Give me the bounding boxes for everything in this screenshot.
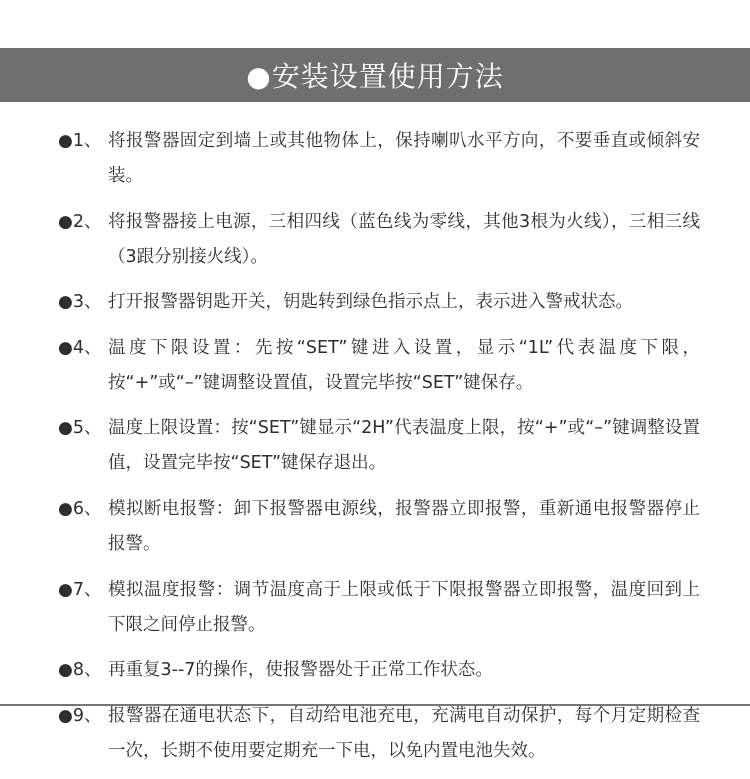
instruction-text: 报警器在通电状态下，自动给电池充电，充满电自动保护，每个月定期检查一次，长期不使用要定期充一下电，以免内置电池失效。 [108,705,700,761]
bullet-icon: ● [58,660,73,681]
section-title: ●安装设置使用方法 [246,60,504,93]
step-number: 2、 [72,211,102,232]
instruction-number [58,124,101,159]
bullet-icon: ● [58,131,73,151]
step-number: 8、 [72,660,102,681]
bottom-divider [0,704,750,706]
instruction-text: 打开报警器钥匙开关，钥匙转到绿色指示点上，表示进入警戒状态。 [108,292,633,313]
instruction-number [58,411,101,446]
instruction-text: 温度下限设置：先按“SET”键进入设置，显示“1L”代表温度下限，按“+”或“–”键调整设置值，设置完毕按“SET”键保存。 [108,337,700,393]
instruction-number [58,205,101,240]
step-number: 4、 [72,337,102,358]
instruction-text: 将报警器固定到墙上或其他物体上，保持喇叭水平方向，不要垂直或倾斜安装。 [108,131,700,186]
instruction-item-8 [0,653,750,688]
instruction-item-3 [0,285,750,320]
instruction-text: 温度上限设置：按“SET”键显示“2H”代表温度上限，按“+”或“–”键调整设置值，设置完毕按“SET”键保存退出。 [108,418,700,474]
instruction-text: 将报警器接上电源，三相四线（蓝色线为零线，其他3根为火线），三相三线（3跟分别接火线）。 [108,211,700,267]
bullet-icon: ● [58,337,73,358]
step-number: 7、 [72,579,102,600]
step-number: 1、 [72,131,102,151]
instruction-text: 再重复3--7的操作，使报警器处于正常工作状态。 [108,660,493,681]
instruction-item-9 [0,699,750,769]
instruction-text: 模拟断电报警：卸下报警器电源线，报警器立即报警，重新通电报警器停止报警。 [108,498,700,554]
instruction-item-1 [0,124,750,194]
bullet-icon: ● [58,705,73,726]
step-number: 5、 [72,418,102,439]
bullet-icon: ● [58,292,73,313]
instruction-item-7 [0,573,750,643]
instruction-list [0,124,750,779]
step-number: 3、 [72,292,102,313]
instruction-item-5 [0,411,750,481]
instruction-number [58,285,101,320]
bullet-icon: ● [58,498,73,519]
instruction-item-4 [0,331,750,401]
bullet-icon: ● [58,211,73,232]
step-number: 9、 [72,705,102,726]
instruction-item-2 [0,205,750,275]
section-header [0,48,750,102]
instruction-number [58,492,101,527]
step-number: 6、 [72,498,102,519]
instruction-number [58,573,101,608]
instruction-number [58,331,101,366]
instruction-number [58,653,101,688]
instruction-text: 模拟温度报警：调节温度高于上限或低于下限报警器立即报警，温度回到上下限之间停止报警。 [108,579,700,635]
instruction-item-6 [0,492,750,562]
bullet-icon: ● [58,579,73,600]
bullet-icon: ● [58,418,73,439]
